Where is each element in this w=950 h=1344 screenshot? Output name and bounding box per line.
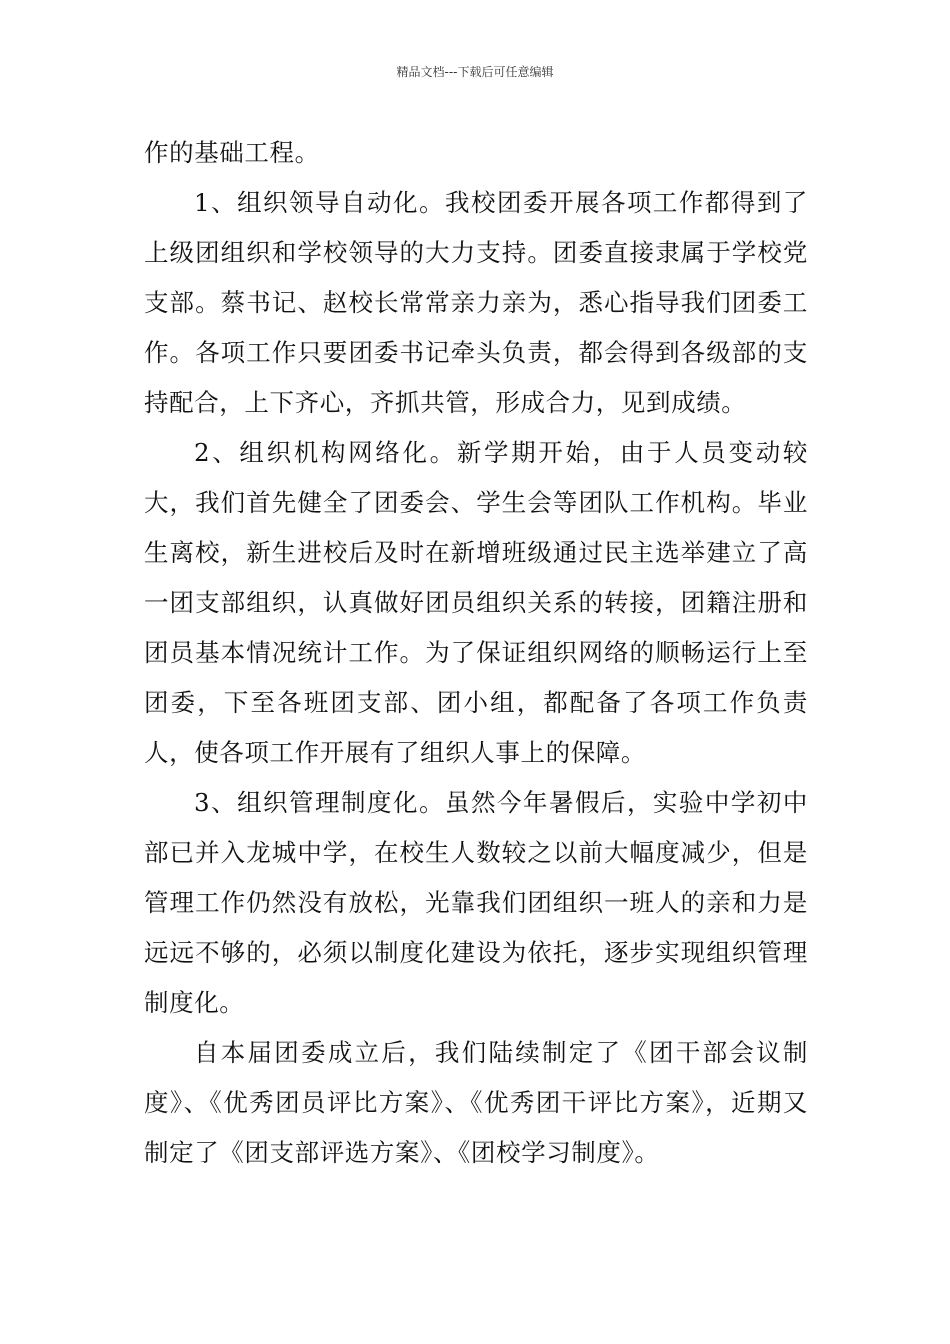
paragraph-regulations: 自本届团委成立后，我们陆续制定了《团干部会议制度》、《优秀团员评比方案》、《优秀团干评比方案》，近期又制定了《团支部评选方案》、《团校学习制度》。 [144, 1038, 808, 1167]
document-body [144, 128, 808, 1178]
paragraph-leadership: 1、组织领导自动化。我校团委开展各项工作都得到了上级团组织和学校领导的大力支持。团委直接隶属于学校党支部。蔡书记、赵校长常常亲力亲为，悉心指导我们团委工作。各项工作只要团委书记牵头负责，都会得到各级部的支持配合，上下齐心，齐抓共管，形成合力，见到成绩。 [144, 188, 808, 417]
paragraph-management: 3、组织管理制度化。虽然今年暑假后，实验中学初中部已并入龙城中学，在校生人数较之以前大幅度减少，但是管理工作仍然没有放松，光靠我们团组织一班人的亲和力是远远不够的，必须以制度化建设为依托，逐步实现组织管理制度化。 [144, 788, 808, 1017]
page-header: 精品文档---下载后可任意编辑 [396, 65, 554, 79]
paragraph-network: 2、组织机构网络化。新学期开始，由于人员变动较大，我们首先健全了团委会、学生会等团队工作机构。毕业生离校，新生进校后及时在新增班级通过民主选举建立了高一团支部组织，认真做好团员组织关系的转接，团籍注册和团员基本情况统计工作。为了保证组织网络的顺畅运行上至团委，下至各班团支部、团小组，都配备了各项工作负责人，使各项工作开展有了组织人事上的保障。 [144, 438, 808, 767]
paragraph-continuation: 作的基础工程。 [144, 138, 320, 167]
